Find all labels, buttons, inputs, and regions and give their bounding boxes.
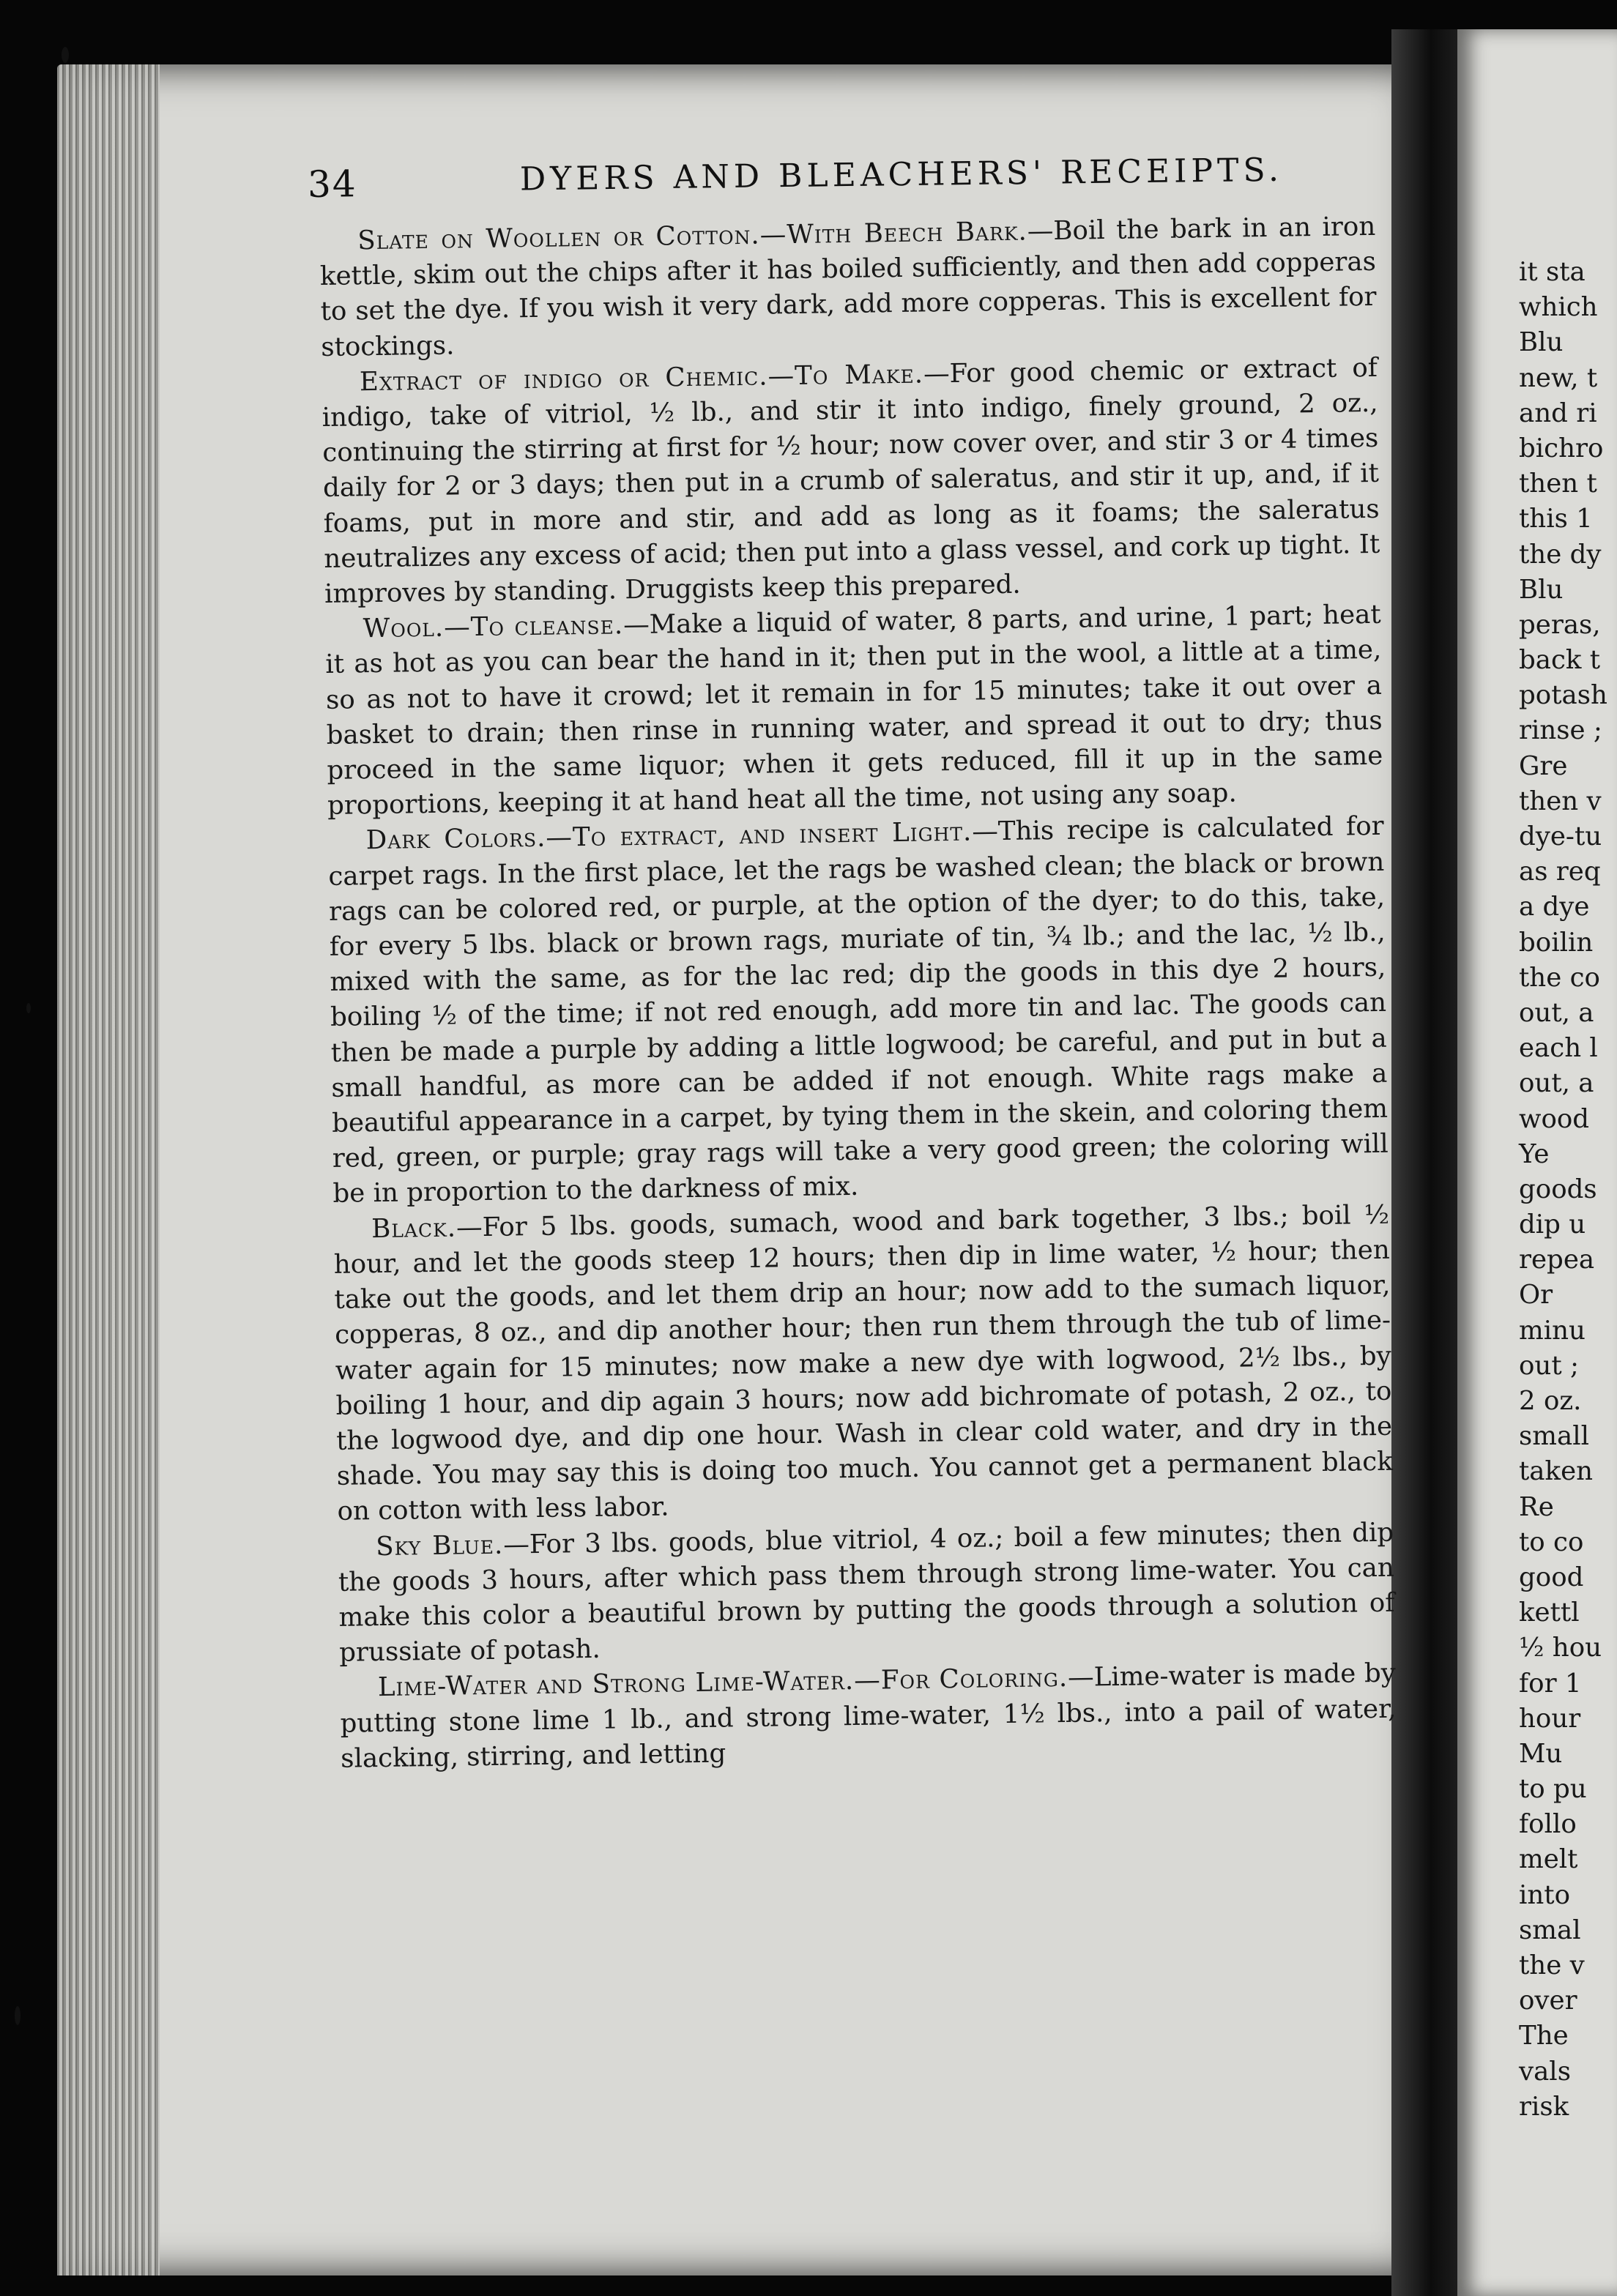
facing-page-line: dip u: [1519, 1210, 1586, 1240]
facing-page-line: kettl: [1519, 1598, 1580, 1628]
facing-page-line: the v: [1519, 1950, 1585, 1980]
facing-page-line: this 1: [1519, 504, 1593, 534]
facing-page-text: [1519, 255, 1607, 2125]
facing-page-line: and ri: [1519, 398, 1597, 428]
facing-page-line: follo: [1519, 1809, 1577, 1840]
margin-speck: [15, 2006, 21, 2025]
facing-page-line: rinse ;: [1519, 715, 1602, 746]
facing-page-line: melt: [1519, 1844, 1578, 1875]
recipe-heading-lime-water: Lime-Water and Strong Lime-Water.—For Coloring.: [377, 1663, 1068, 1703]
facing-page-line: out ;: [1519, 1350, 1579, 1381]
recipe-body-wool: —Make a liquid of water, 8 parts, and urine, 1 part; heat it as hot as you can bear the hand in it; then put in the wool, a little at a time, so as not to have it crowd; let it remain in for 15 minutes; take it out over a basket to drain; then rinse in running water, and spread it out to dry; thus proceed in the same liquor; when it gets reduced, fill it up in the same proportions, keeping it at hand heat all the time, not using any soap.: [325, 600, 1383, 821]
facing-page-line: to co: [1519, 1527, 1584, 1557]
facing-page-line: a dye: [1519, 892, 1590, 922]
facing-page-line: which: [1519, 292, 1598, 323]
facing-page-line: minu: [1519, 1315, 1586, 1346]
recipe-heading-wool: Wool.—To cleanse.: [363, 610, 624, 644]
facing-page-line: dye-tu: [1519, 821, 1602, 851]
facing-page-line: good: [1519, 1562, 1584, 1592]
facing-page-line: for 1: [1519, 1668, 1582, 1699]
page-number: 34: [307, 163, 357, 206]
facing-page-line: vals: [1519, 2056, 1571, 2087]
facing-page-line: goods: [1519, 1174, 1597, 1204]
margin-speck: [62, 47, 69, 63]
facing-page-line: out, a: [1519, 997, 1594, 1028]
facing-page-line: bichro: [1519, 433, 1604, 463]
facing-page-line: hour: [1519, 1703, 1581, 1734]
facing-page-line: smal: [1519, 1915, 1581, 1945]
facing-page-line: each l: [1519, 1033, 1598, 1064]
facing-page-line: over: [1519, 1986, 1577, 2016]
facing-page-line: new, t: [1519, 362, 1598, 393]
recipe-body-sky-blue: —For 3 lbs. goods, blue vitriol, 4 oz.; boil a few minutes; then dip the goods 3 hours, after which pass them through strong lime-water. You can make this color a beautiful brown by putting the goods through a solution of prussiate of potash.: [338, 1517, 1395, 1668]
facing-page-line: as req: [1519, 857, 1601, 887]
facing-page-line: peras,: [1519, 609, 1601, 640]
facing-page-line: into: [1519, 1879, 1571, 1910]
facing-page-line: the co: [1519, 962, 1600, 993]
facing-page-line: repea: [1519, 1245, 1595, 1275]
facing-page-line: Mu: [1519, 1738, 1563, 1769]
facing-page-line: risk: [1519, 2091, 1569, 2122]
facing-page-line: out, a: [1519, 1068, 1594, 1099]
facing-page-line: back t: [1519, 645, 1601, 676]
facing-page-line: Blu: [1519, 574, 1564, 605]
facing-page-line: ½ hou: [1519, 1633, 1602, 1663]
recipe-text: [319, 209, 1397, 1777]
facing-page-line: the dy: [1519, 539, 1602, 570]
recipe-body-lime-water: —Lime-water is made by putting stone lime 1 lb., and strong lime-water, 1½ lbs., into a pail of water, slacking, stirring, and letting: [340, 1658, 1397, 1774]
recipe-body-black: —For 5 lbs. goods, sumach, wood and bark together, 3 lbs.; boil ½ hour, and let the goods steep 12 hours; then dip in lime water, ½ hour; then take out the goods, and let them drip an hour; now add to the sumach liquor, copperas, 8 oz., and dip another hour; then run them through the tub of lime-water again for 15 minutes; now make a new dye with logwood, 2½ lbs., by boiling 1 hour, and dip again 3 hours; now add bichromate of potash, 2 oz., to the logwood dye, and dip one hour. Wash in clear cold water, and dry in the shade. You may say this is doing too much. You cannot get a permanent black on cotton with less labor.: [333, 1199, 1394, 1527]
right-book-page: [1457, 29, 1617, 2296]
book-gutter: [1391, 29, 1457, 2296]
recipe-heading-dark-colors: Dark Colors.—To extract, and insert Light.: [365, 817, 973, 856]
recipe-heading-sky-blue: Sky Blue.: [375, 1529, 504, 1562]
facing-page-line: small: [1519, 1421, 1589, 1452]
facing-page-line: it sta: [1519, 257, 1586, 287]
facing-page-line: 2 oz.: [1519, 1386, 1582, 1416]
running-head-title: DYERS AND BLEACHERS' RECEIPTS.: [519, 151, 1284, 198]
facing-page-line: potash: [1519, 680, 1607, 711]
recipe-heading-black: Black.: [371, 1212, 457, 1244]
facing-page-line: then v: [1519, 786, 1602, 816]
facing-page-line: Gre: [1519, 750, 1568, 781]
facing-page-line: Blu: [1519, 327, 1564, 358]
facing-page-line: wood: [1519, 1103, 1590, 1134]
facing-page-line: then t: [1519, 469, 1597, 499]
facing-page-line: taken: [1519, 1456, 1594, 1487]
recipe-heading-slate: Slate on Woollen or Cotton.—With Beech Bark.: [357, 216, 1028, 256]
recipe-heading-indigo: Extract of indigo or Chemic.—To Make.: [359, 359, 924, 398]
facing-page-line: boilin: [1519, 927, 1594, 958]
recipe-body-indigo: —For good chemic or extract of indigo, take of vitriol, ½ lb., and stir it into indigo, finely ground, 2 oz., continuing the stirring at first for ½ hour; now cover over, and stir 3 or 4 times daily for 2 or 3 days; then put in a crumb of saleratus, and stir it up, and, if it foams, put in more and stir, and add as long as it foams; the saleratus neutralizes any excess of acid; then put into a glass vessel, and cork up tight. It improves by standing. Druggists keep this prepared.: [321, 352, 1380, 609]
recipe-body-slate: —Boil the bark in an iron kettle, skim out the chips after it has boiled sufficiently, and then add copperas to set the dye. If you wish it very dark, add more copperas. This is excellent for stockings.: [319, 211, 1377, 362]
facing-page-line: Ye: [1519, 1138, 1550, 1169]
facing-page-line: to pu: [1519, 1774, 1587, 1805]
facing-page-line: Or: [1519, 1280, 1553, 1311]
facing-page-line: The: [1519, 2021, 1569, 2051]
facing-page-line: Re: [1519, 1491, 1554, 1522]
margin-speck: [26, 1003, 31, 1013]
recipe-body-dark-colors: —This recipe is calculated for carpet rags. In the first place, let the rags be washed clean; the black or brown rags can be colored red, or purple, at the option of the dyer; to do this, take, for every 5 lbs. black or brown rags, muriate of tin, ¾ lb.; and the lac, ½ lb., mixed with the same, as for the lac red; dip the goods in this dye 2 hours, boiling ½ of the time; if not red enough, add more tin and lac. The goods can then be made a purple by adding a little logwood; be careful, and put in but a small handful, as more can be added if not enough. White rags make a beautiful appearance in a carpet, by tying them in the skein, and coloring them red, green, or purple; gray rags will take a very good green; the coloring will be in proportion to the darkness of mix.: [328, 811, 1389, 1210]
